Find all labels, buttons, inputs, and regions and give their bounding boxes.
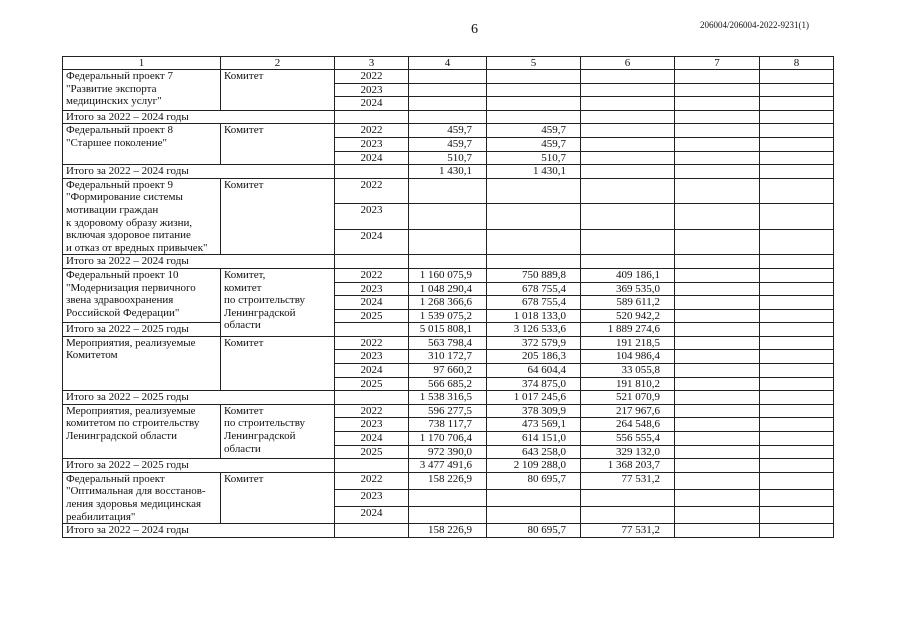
executor-cell xyxy=(221,336,335,390)
empty-cell xyxy=(760,404,834,418)
total-amount-cell: 521 070,9 xyxy=(581,391,675,405)
amount-federal-cell: 473 569,1 xyxy=(487,418,581,432)
empty-cell xyxy=(760,165,834,179)
total-amount-cell: 1 368 203,7 xyxy=(581,459,675,473)
amount-federal-cell: 614 151,0 xyxy=(487,432,581,446)
column-header: 2 xyxy=(221,57,335,70)
total-amount-cell: 5 015 808,1 xyxy=(409,323,487,337)
empty-cell xyxy=(675,137,760,151)
empty-cell xyxy=(335,165,409,179)
empty-cell xyxy=(335,524,409,538)
empty-cell xyxy=(760,282,834,296)
year-cell: 2023 xyxy=(335,282,409,296)
year-cell: 2025 xyxy=(335,377,409,391)
empty-cell xyxy=(675,309,760,323)
executor-line: Комитет, xyxy=(224,268,266,281)
page-number: 6 xyxy=(471,22,478,37)
empty-cell xyxy=(335,323,409,337)
total-row xyxy=(63,165,834,179)
empty-cell xyxy=(675,350,760,364)
empty-cell xyxy=(760,268,834,282)
section-name-line: Федеральный проект 10 xyxy=(66,268,179,281)
amount-total-cell: 1 170 706,4 xyxy=(409,432,487,446)
empty-cell xyxy=(675,472,760,489)
amount-federal-cell: 1 018 133,0 xyxy=(487,309,581,323)
executor-line: по строительству xyxy=(224,417,306,430)
column-header: 3 xyxy=(335,57,409,70)
empty-cell xyxy=(760,255,834,269)
total-row xyxy=(63,391,834,405)
total-amount-cell xyxy=(581,255,675,269)
amount-total-cell: 510,7 xyxy=(409,151,487,165)
amount-regional-cell: 409 186,1 xyxy=(581,268,675,282)
empty-cell xyxy=(675,489,760,506)
empty-cell xyxy=(760,70,834,84)
section-name-line: "Старшее поколение" xyxy=(66,136,168,149)
section-name-line: "Оптимальная для восстанов- xyxy=(66,485,206,498)
total-amount-cell: 3 477 491,6 xyxy=(409,459,487,473)
amount-federal-cell: 643 258,0 xyxy=(487,445,581,459)
executor-line: области xyxy=(224,442,261,455)
year-cell: 2023 xyxy=(335,137,409,151)
empty-cell xyxy=(760,445,834,459)
amount-total-cell xyxy=(409,489,487,506)
empty-cell xyxy=(675,323,760,337)
amount-federal-cell xyxy=(487,70,581,84)
empty-cell xyxy=(675,377,760,391)
executor-line: Комитет xyxy=(224,124,264,137)
amount-federal-cell xyxy=(487,97,581,111)
section-name-line: и отказ от вредных привычек" xyxy=(66,241,208,254)
column-header: 1 xyxy=(63,57,221,70)
amount-total-cell xyxy=(409,70,487,84)
amount-regional-cell: 77 531,2 xyxy=(581,472,675,489)
executor-line: Комитет xyxy=(224,178,264,191)
empty-cell xyxy=(675,418,760,432)
empty-cell xyxy=(760,137,834,151)
amount-regional-cell: 369 535,0 xyxy=(581,282,675,296)
amount-federal-cell: 459,7 xyxy=(487,137,581,151)
amount-regional-cell: 329 132,0 xyxy=(581,445,675,459)
amount-federal-cell: 374 875,0 xyxy=(487,377,581,391)
total-label: Итого за 2022 – 2025 годы xyxy=(63,391,335,405)
section-name-cell xyxy=(63,404,221,458)
empty-cell xyxy=(760,377,834,391)
year-cell: 2022 xyxy=(335,178,409,204)
amount-regional-cell: 556 555,4 xyxy=(581,432,675,446)
section-name-line: Федеральный проект 9 xyxy=(66,178,173,191)
amount-regional-cell xyxy=(581,137,675,151)
empty-cell xyxy=(675,204,760,230)
amount-regional-cell: 33 055,8 xyxy=(581,364,675,378)
section-name-line: Мероприятия, реализуемые xyxy=(66,336,196,349)
amount-total-cell: 1 048 290,4 xyxy=(409,282,487,296)
amount-total-cell: 596 277,5 xyxy=(409,404,487,418)
empty-cell xyxy=(675,336,760,350)
year-cell: 2024 xyxy=(335,151,409,165)
amount-regional-cell xyxy=(581,83,675,97)
empty-cell xyxy=(675,445,760,459)
section-name-line: "Модернизация первичного xyxy=(66,281,196,294)
amount-regional-cell xyxy=(581,124,675,138)
executor-cell xyxy=(221,472,335,523)
empty-cell xyxy=(675,124,760,138)
total-amount-cell: 158 226,9 xyxy=(409,524,487,538)
empty-cell xyxy=(335,391,409,405)
total-amount-cell: 3 126 533,6 xyxy=(487,323,581,337)
amount-total-cell: 459,7 xyxy=(409,124,487,138)
amount-regional-cell: 191 218,5 xyxy=(581,336,675,350)
empty-cell xyxy=(760,83,834,97)
amount-federal-cell: 678 755,4 xyxy=(487,296,581,310)
total-row xyxy=(63,110,834,124)
empty-cell xyxy=(760,323,834,337)
total-amount-cell xyxy=(487,255,581,269)
amount-total-cell: 1 539 075,2 xyxy=(409,309,487,323)
section-name-line: реабилитация" xyxy=(66,510,136,523)
total-amount-cell: 1 889 274,6 xyxy=(581,323,675,337)
column-header: 6 xyxy=(581,57,675,70)
empty-cell xyxy=(760,432,834,446)
empty-cell xyxy=(760,350,834,364)
total-amount-cell xyxy=(581,165,675,179)
section-name-cell xyxy=(63,472,221,523)
column-header-row xyxy=(63,57,834,70)
empty-cell xyxy=(760,309,834,323)
column-header: 8 xyxy=(760,57,834,70)
amount-federal-cell: 510,7 xyxy=(487,151,581,165)
section-name-line: Федеральный проект 8 xyxy=(66,124,173,137)
amount-total-cell xyxy=(409,204,487,230)
empty-cell xyxy=(675,404,760,418)
empty-cell xyxy=(675,296,760,310)
total-label: Итого за 2022 – 2025 годы xyxy=(63,323,221,337)
column-header: 4 xyxy=(409,57,487,70)
total-amount-cell xyxy=(487,110,581,124)
executor-cell xyxy=(221,124,335,165)
executor-cell xyxy=(221,70,335,111)
total-amount-cell xyxy=(581,110,675,124)
section-name-line: к здоровому образу жизни, xyxy=(66,216,193,229)
amount-regional-cell: 191 810,2 xyxy=(581,377,675,391)
amount-regional-cell xyxy=(581,70,675,84)
empty-cell xyxy=(335,459,409,473)
executor-line: Комитет xyxy=(224,70,264,82)
year-cell: 2023 xyxy=(335,204,409,230)
empty-cell xyxy=(760,336,834,350)
table-row xyxy=(63,268,834,282)
empty-cell xyxy=(675,282,760,296)
year-cell: 2024 xyxy=(335,229,409,255)
empty-cell xyxy=(335,110,409,124)
amount-federal-cell xyxy=(487,507,581,524)
empty-cell xyxy=(675,110,760,124)
total-label: Итого за 2022 – 2024 годы xyxy=(63,110,335,124)
empty-cell xyxy=(675,364,760,378)
empty-cell xyxy=(675,178,760,204)
empty-cell xyxy=(675,268,760,282)
amount-regional-cell: 520 942,2 xyxy=(581,309,675,323)
section-name-line: медицинских услуг" xyxy=(66,95,162,108)
empty-cell xyxy=(760,459,834,473)
amount-total-cell: 158 226,9 xyxy=(409,472,487,489)
section-name-cell xyxy=(63,336,221,390)
year-cell: 2023 xyxy=(335,489,409,506)
empty-cell xyxy=(675,229,760,255)
empty-cell xyxy=(760,229,834,255)
total-row xyxy=(63,255,834,269)
executor-line: Комитет xyxy=(224,336,264,349)
empty-cell xyxy=(760,296,834,310)
empty-cell xyxy=(760,391,834,405)
total-row xyxy=(63,323,834,337)
section-name-line: "Развитие экспорта xyxy=(66,82,157,95)
total-row xyxy=(63,524,834,538)
amount-regional-cell xyxy=(581,229,675,255)
empty-cell xyxy=(760,178,834,204)
section-name-line: ления здоровья медицинская xyxy=(66,498,202,510)
executor-line: Ленинградской xyxy=(224,430,296,443)
empty-cell xyxy=(760,124,834,138)
empty-cell xyxy=(760,524,834,538)
year-cell: 2024 xyxy=(335,507,409,524)
section-name-cell xyxy=(63,124,221,165)
empty-cell xyxy=(675,151,760,165)
year-cell: 2024 xyxy=(335,432,409,446)
empty-cell xyxy=(760,204,834,230)
year-cell: 2023 xyxy=(335,83,409,97)
amount-federal-cell: 678 755,4 xyxy=(487,282,581,296)
year-cell: 2022 xyxy=(335,472,409,489)
section-name-line: звена здравоохранения xyxy=(66,294,174,307)
empty-cell xyxy=(675,70,760,84)
amount-regional-cell: 589 611,2 xyxy=(581,296,675,310)
total-amount-cell: 1 430,1 xyxy=(487,165,581,179)
empty-cell xyxy=(675,255,760,269)
amount-total-cell: 738 117,7 xyxy=(409,418,487,432)
budget-table xyxy=(62,56,834,538)
amount-federal-cell: 64 604,4 xyxy=(487,364,581,378)
executor-line: комитет xyxy=(224,281,262,294)
total-label: Итого за 2022 – 2025 годы xyxy=(63,459,335,473)
total-amount-cell: 1 017 245,6 xyxy=(487,391,581,405)
amount-total-cell: 566 685,2 xyxy=(409,377,487,391)
section-name-line: "Формирование системы xyxy=(66,191,183,204)
document-code: 206004/206004-2022-9231(1) xyxy=(700,20,809,30)
empty-cell xyxy=(675,507,760,524)
amount-federal-cell: 205 186,3 xyxy=(487,350,581,364)
year-cell: 2022 xyxy=(335,124,409,138)
empty-cell xyxy=(760,418,834,432)
empty-cell xyxy=(760,110,834,124)
empty-cell xyxy=(760,97,834,111)
table-row xyxy=(63,472,834,489)
amount-regional-cell: 104 986,4 xyxy=(581,350,675,364)
amount-total-cell xyxy=(409,178,487,204)
total-amount-cell: 1 430,1 xyxy=(409,165,487,179)
amount-federal-cell xyxy=(487,83,581,97)
amount-total-cell: 1 160 075,9 xyxy=(409,268,487,282)
amount-total-cell xyxy=(409,83,487,97)
amount-federal-cell xyxy=(487,489,581,506)
section-name-line: Комитетом xyxy=(66,349,118,362)
amount-federal-cell: 750 889,8 xyxy=(487,268,581,282)
section-name-line: мотивации граждан xyxy=(66,203,159,216)
amount-regional-cell: 217 967,6 xyxy=(581,404,675,418)
amount-federal-cell xyxy=(487,204,581,230)
total-label: Итого за 2022 – 2024 годы xyxy=(63,255,335,269)
section-name-line: включая здоровое питание xyxy=(66,229,191,242)
amount-total-cell: 97 660,2 xyxy=(409,364,487,378)
empty-cell xyxy=(760,364,834,378)
table-row xyxy=(63,336,834,350)
empty-cell xyxy=(760,151,834,165)
year-cell: 2024 xyxy=(335,364,409,378)
total-amount-cell: 1 538 316,5 xyxy=(409,391,487,405)
amount-federal-cell: 459,7 xyxy=(487,124,581,138)
column-header: 7 xyxy=(675,57,760,70)
empty-cell xyxy=(675,524,760,538)
total-row xyxy=(63,459,834,473)
year-cell: 2022 xyxy=(335,70,409,84)
executor-cell xyxy=(221,404,335,458)
amount-regional-cell xyxy=(581,489,675,506)
executor-cell xyxy=(221,268,335,336)
total-label: Итого за 2022 – 2024 годы xyxy=(63,165,335,179)
executor-line: Комитет xyxy=(224,404,264,417)
amount-regional-cell: 264 548,6 xyxy=(581,418,675,432)
total-amount-cell xyxy=(409,110,487,124)
total-amount-cell: 77 531,2 xyxy=(581,524,675,538)
empty-cell xyxy=(760,472,834,489)
column-header: 5 xyxy=(487,57,581,70)
amount-regional-cell xyxy=(581,507,675,524)
section-name-line: Федеральный проект 7 xyxy=(66,70,173,82)
total-amount-cell xyxy=(409,255,487,269)
table-row xyxy=(63,124,834,138)
year-cell: 2022 xyxy=(335,336,409,350)
amount-total-cell: 563 798,4 xyxy=(409,336,487,350)
executor-line: по строительству xyxy=(224,294,306,307)
executor-cell xyxy=(221,178,335,255)
amount-regional-cell xyxy=(581,178,675,204)
section-name-cell xyxy=(63,178,221,255)
empty-cell xyxy=(335,255,409,269)
section-name-cell xyxy=(63,268,221,322)
section-name-line: Федеральный проект xyxy=(66,472,165,485)
table-row xyxy=(63,404,834,418)
executor-line: области xyxy=(224,319,261,332)
section-name-line: Мероприятия, реализуемые xyxy=(66,404,196,417)
amount-total-cell: 310 172,7 xyxy=(409,350,487,364)
amount-total-cell: 1 268 366,6 xyxy=(409,296,487,310)
empty-cell xyxy=(760,489,834,506)
year-cell: 2025 xyxy=(335,309,409,323)
amount-regional-cell xyxy=(581,204,675,230)
year-cell: 2024 xyxy=(335,97,409,111)
section-name-line: комитетом по строительству xyxy=(66,417,200,430)
empty-cell xyxy=(675,459,760,473)
empty-cell xyxy=(675,391,760,405)
amount-total-cell: 972 390,0 xyxy=(409,445,487,459)
section-name-line: Ленинградской области xyxy=(66,430,177,443)
amount-total-cell xyxy=(409,97,487,111)
amount-federal-cell: 372 579,9 xyxy=(487,336,581,350)
amount-total-cell xyxy=(409,229,487,255)
table-row xyxy=(63,70,834,84)
year-cell: 2023 xyxy=(335,350,409,364)
year-cell: 2024 xyxy=(335,296,409,310)
empty-cell xyxy=(675,432,760,446)
executor-line: Ленинградской xyxy=(224,306,296,319)
amount-federal-cell xyxy=(487,229,581,255)
amount-federal-cell: 80 695,7 xyxy=(487,472,581,489)
amount-total-cell xyxy=(409,507,487,524)
year-cell: 2023 xyxy=(335,418,409,432)
table-row xyxy=(63,178,834,204)
section-name-cell xyxy=(63,70,221,111)
executor-line: Комитет xyxy=(224,472,264,485)
amount-regional-cell xyxy=(581,151,675,165)
year-cell: 2022 xyxy=(335,404,409,418)
year-cell: 2025 xyxy=(335,445,409,459)
amount-federal-cell: 378 309,9 xyxy=(487,404,581,418)
total-amount-cell: 80 695,7 xyxy=(487,524,581,538)
empty-cell xyxy=(675,165,760,179)
total-label: Итого за 2022 – 2024 годы xyxy=(63,524,335,538)
year-cell: 2022 xyxy=(335,268,409,282)
amount-total-cell: 459,7 xyxy=(409,137,487,151)
empty-cell xyxy=(760,507,834,524)
empty-cell xyxy=(675,97,760,111)
amount-regional-cell xyxy=(581,97,675,111)
empty-cell xyxy=(675,83,760,97)
section-name-line: Российской Федерации" xyxy=(66,306,180,319)
total-amount-cell: 2 109 288,0 xyxy=(487,459,581,473)
amount-federal-cell xyxy=(487,178,581,204)
